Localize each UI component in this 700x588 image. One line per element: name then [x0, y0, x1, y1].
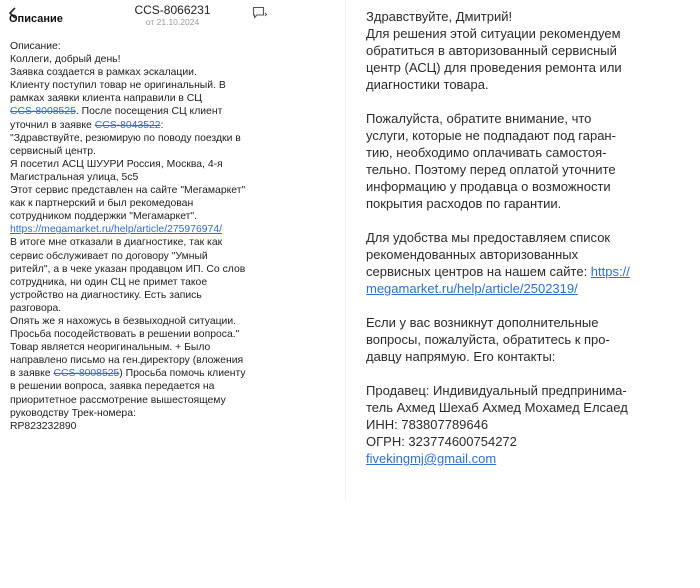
text-segment: Просьба посодействовать в решении вопроса."	[10, 329, 240, 341]
description-line	[10, 158, 280, 171]
text-segment: Коллеги, добрый день!	[10, 54, 121, 66]
text-segment: устройство на диагностику. Есть запись	[10, 289, 202, 301]
text-segment: ИНН: 783807789646	[366, 417, 489, 432]
ticket-number: CCS-8066231	[134, 3, 211, 17]
reply-line	[366, 178, 691, 195]
text-segment: Товар является неоригинальным. + Было	[10, 342, 211, 354]
hyperlink[interactable]: https://	[590, 264, 630, 279]
text-segment: . После посещения СЦ клиент	[75, 106, 223, 118]
description-line	[10, 171, 280, 184]
text-segment: центр (АСЦ) для проведения ремонта или	[366, 60, 622, 75]
page-title: Описание	[9, 13, 63, 25]
description-line	[10, 407, 280, 420]
text-segment: тельно. Поэтому перед оплатой уточните	[366, 162, 616, 177]
support-reply	[366, 8, 691, 467]
paragraph-gap	[366, 297, 691, 314]
text-segment: разговора.	[10, 302, 62, 314]
text-segment: ОГРН: 323774600754272	[366, 434, 517, 449]
reply-line	[366, 161, 691, 178]
text-segment: сотрудником поддержки "Мегамаркет".	[10, 211, 197, 223]
description-line	[10, 105, 280, 118]
text-segment: Магистральная улица, 5с5	[10, 171, 139, 183]
text-segment: информацию у продавца о возможности	[366, 179, 611, 194]
text-segment: вопросы, пожалуйста, обратитесь к про-	[366, 332, 610, 347]
text-segment: тию, необходимо оплачивать самостоя-	[366, 145, 607, 160]
text-segment: RP823232890	[10, 420, 77, 432]
description-line	[10, 145, 280, 158]
reply-line	[366, 246, 691, 263]
description-line	[10, 210, 280, 223]
text-segment: Здравствуйте, Дмитрий!	[366, 9, 513, 24]
paragraph-gap	[366, 212, 691, 229]
description-line	[10, 53, 280, 66]
description-line	[10, 328, 280, 341]
description-line	[10, 341, 280, 354]
ticket-panel	[0, 0, 345, 500]
description-line	[10, 420, 280, 433]
text-segment: покрытия расходов по гарантии.	[366, 196, 562, 211]
text-segment: ритейл", а в чеке указан продавцом ИП. Со слов	[10, 263, 246, 275]
text-segment: сотрудника, ни один СЦ не примет такое	[10, 276, 208, 288]
reply-line	[366, 382, 691, 399]
reply-line	[366, 110, 691, 127]
description-line	[10, 394, 280, 407]
text-segment: обратиться в авторизованный сервисный	[366, 43, 617, 58]
panel-divider	[345, 0, 346, 500]
paragraph-gap	[366, 365, 691, 382]
ticket-date: от 21.10.2024	[145, 17, 200, 27]
text-segment: Пожалуйста, обратите внимание, что	[366, 111, 592, 126]
description-line	[10, 119, 280, 132]
text-segment: как к партнерский и был рекомедован	[10, 198, 194, 210]
text-segment: давцу напрямую. Его контакты:	[366, 349, 556, 364]
reply-line	[366, 127, 691, 144]
text-segment: рамках заявки клиента направили в СЦ	[10, 93, 202, 105]
hyperlink[interactable]: https://megamarket.ru/help/article/275976974/	[10, 224, 222, 236]
text-segment: В итоге мне отказали в диагностике, так как	[10, 237, 223, 249]
text-segment: направлено письмо на ген.директору (вложения	[10, 355, 244, 367]
text-segment: Продавец: Индивидуальный предпринима-	[366, 383, 627, 398]
text-segment: ) Просьба помочь клиенту	[119, 368, 246, 380]
description-line	[10, 276, 280, 289]
description-line	[10, 223, 280, 236]
description-line	[10, 236, 280, 249]
text-segment: Этот сервис представлен на сайте "Мегамаркет"	[10, 185, 246, 197]
paragraph-gap	[366, 93, 691, 110]
description-line	[10, 79, 280, 92]
text-segment: Если у вас возникнут дополнительные	[366, 315, 599, 330]
text-segment: Опять же я нахожусь в безвыходной ситуации.	[10, 315, 237, 327]
reply-line	[366, 399, 691, 416]
reply-line	[366, 59, 691, 76]
reply-line	[366, 416, 691, 433]
description-body	[10, 53, 280, 433]
hyperlink[interactable]: fivekingmj@gmail.com	[366, 451, 497, 466]
description-line	[10, 263, 280, 276]
description-line	[10, 66, 280, 79]
text-segment: услуги, которые не подпадают под гаран-	[366, 128, 616, 143]
reply-line	[366, 8, 691, 25]
reply-line	[366, 144, 691, 161]
reply-line	[366, 280, 691, 297]
chat-bubble-icon[interactable]	[252, 6, 268, 20]
description-line	[10, 315, 280, 328]
text-segment: рекомендованных авторизованных	[366, 247, 579, 262]
reply-line	[366, 433, 691, 450]
text-segment: Для решения этой ситуации рекомендуем	[366, 26, 621, 41]
ticket-description	[10, 40, 280, 433]
reply-line	[366, 25, 691, 42]
description-heading: Описание:	[10, 41, 61, 52]
description-line	[10, 92, 280, 105]
reply-line	[366, 450, 691, 467]
reply-line	[366, 314, 691, 331]
reply-line	[366, 42, 691, 59]
ticket-header	[0, 0, 345, 36]
description-line	[10, 250, 280, 263]
text-segment: Заявка создается в рамках эскалации.	[10, 67, 197, 79]
reply-line	[366, 76, 691, 93]
reply-line	[366, 263, 691, 280]
text-segment: Клиенту поступил товар не оригинальный. В	[10, 80, 226, 92]
description-line	[10, 354, 280, 367]
text-segment: :	[160, 119, 164, 131]
text-segment: сервисный центр.	[10, 145, 96, 157]
reply-line	[366, 331, 691, 348]
text-segment: "Здравствуйте, резюмирую по поводу поездки в	[10, 132, 241, 144]
ticket-link[interactable]: CCS-8008525	[10, 106, 76, 118]
text-segment: Для удобства мы предоставляем список	[366, 230, 611, 245]
description-line	[10, 184, 280, 197]
description-line	[10, 380, 280, 393]
text-segment: приоритетное рассмотрение вышестоящему	[10, 394, 226, 406]
text-segment: руководству Трек-номера:	[10, 407, 136, 419]
text-segment: в решении вопроса, заявка передается на	[10, 381, 215, 393]
reply-line	[366, 229, 691, 246]
text-segment: диагностики товара.	[366, 77, 489, 92]
text-segment: уточнил в заявке	[10, 119, 95, 131]
text-segment: в заявке	[10, 368, 54, 380]
text-segment: сервисных центров на нашем сайте:	[366, 264, 591, 279]
reply-line	[366, 348, 691, 365]
text-segment: тель Ахмед Шехаб Ахмед Мохамед Елсаед	[366, 400, 628, 415]
description-line	[10, 367, 280, 380]
text-segment: Я посетил АСЦ ШУУРИ Россия, Москва, 4-я	[10, 158, 223, 170]
text-segment: сервис обслуживает по договору "Умный	[10, 250, 208, 262]
ticket-link[interactable]: CCS-8008525	[53, 368, 120, 380]
reply-line	[366, 195, 691, 212]
description-line	[10, 302, 280, 315]
hyperlink[interactable]: megamarket.ru/help/article/2502319/	[366, 281, 578, 296]
ticket-link[interactable]: CCS-8043522	[94, 119, 161, 131]
description-line	[10, 197, 280, 210]
description-line	[10, 289, 280, 302]
description-line	[10, 132, 280, 145]
